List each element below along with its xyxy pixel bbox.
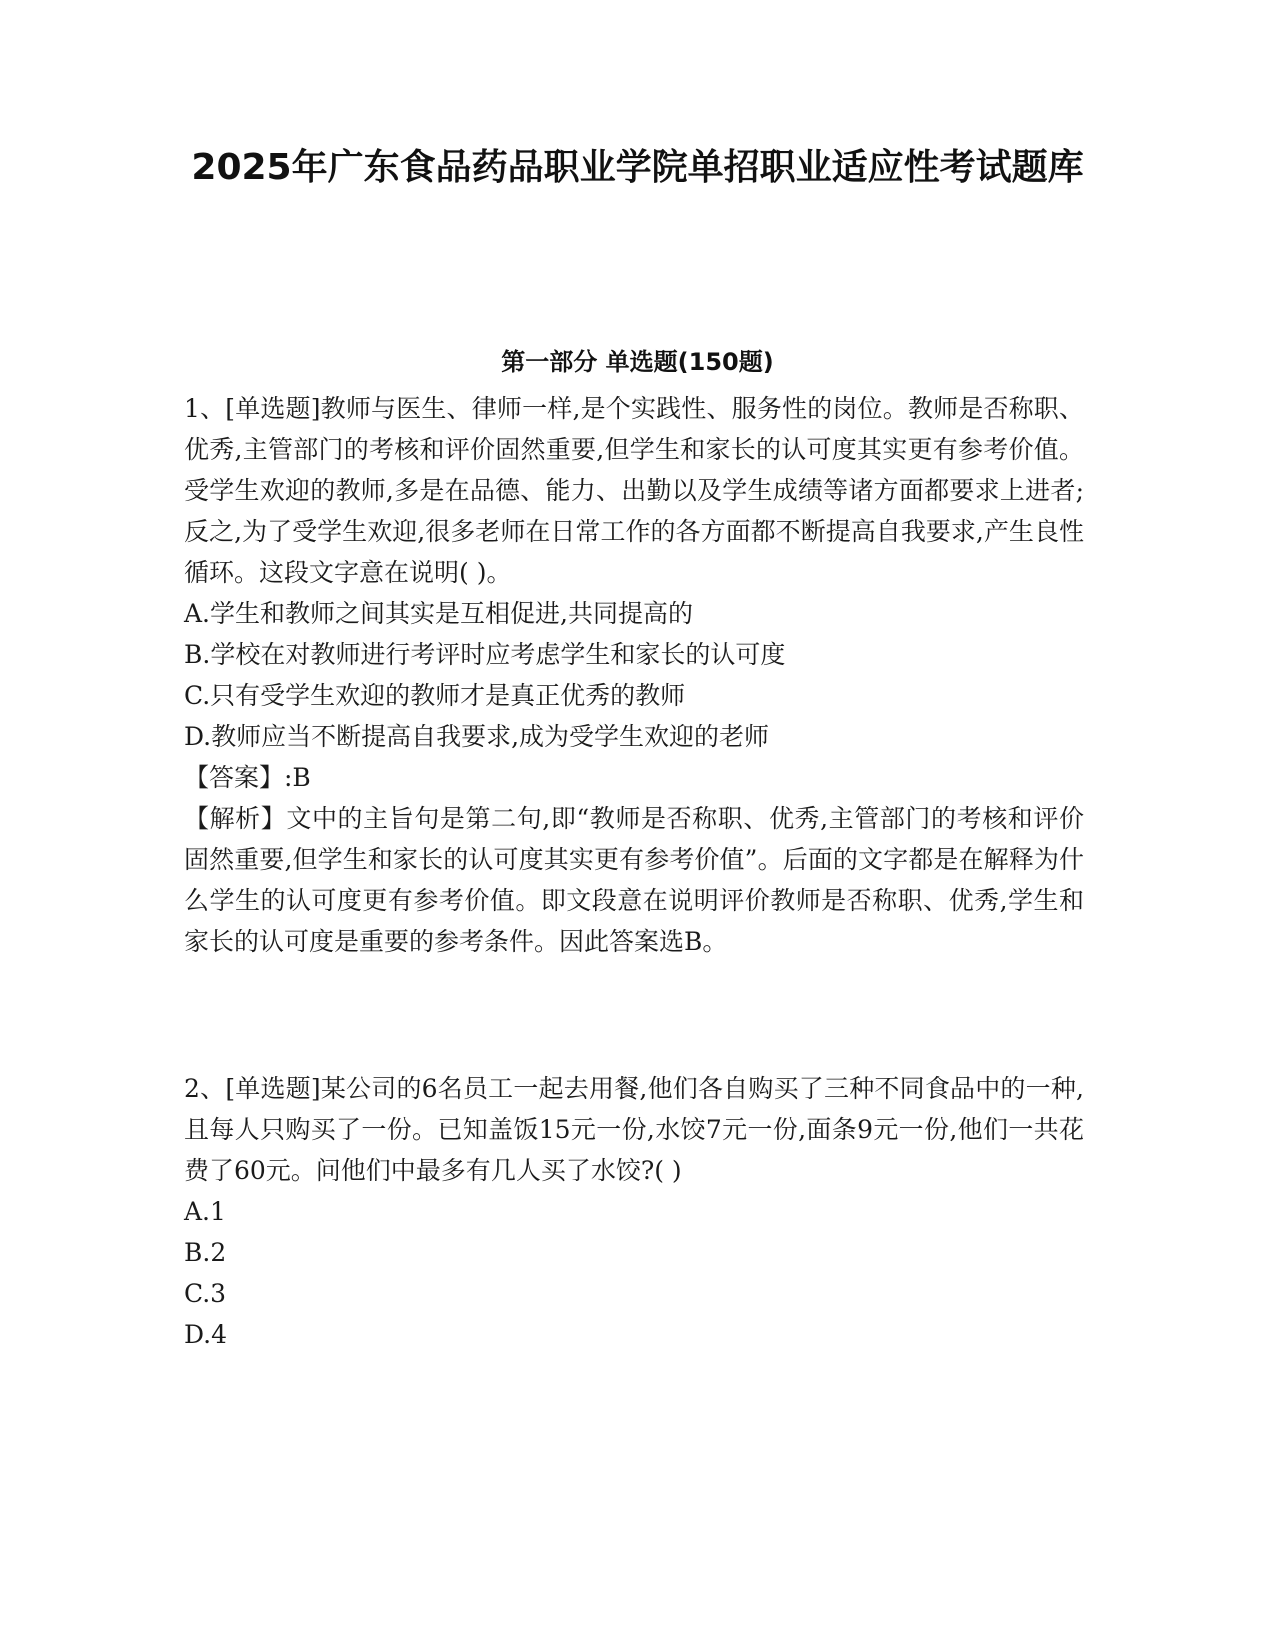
answer-line: 【答案】:B <box>184 763 311 792</box>
option-a: A.1 <box>184 1197 226 1226</box>
option-d: D.教师应当不断提高自我要求,成为受学生欢迎的老师 <box>184 722 770 751</box>
option-c: C.3 <box>184 1279 227 1308</box>
document-title: 2025年广东食品药品职业学院单招职业适应性考试题库 <box>191 147 1084 188</box>
option-b: B.学校在对教师进行考评时应考虑学生和家长的认可度 <box>184 640 786 669</box>
option-d: D.4 <box>184 1320 228 1349</box>
option-a: A.学生和教师之间其实是互相促进,共同提高的 <box>184 599 693 628</box>
analysis-paragraph: 【解析】文中的主旨句是第二句,即“教师是否称职、优秀,主管部门的考核和评价固然重要,但学生和家长的认可度其实更有参考价值”。后面的文字都是在解释为什么学生的认可度更有参考价值。即文段意在说明评价教师是否称职、优秀,学生和家长的认可度是重要的参考条件。因此答案选B。 <box>184 804 1084 956</box>
question-1 <box>184 388 1084 962</box>
question-stem: 2、[单选题]某公司的6名员工一起去用餐,他们各自购买了三种不同食品中的一种,且每人只购买了一份。已知盖饭15元一份,水饺7元一份,面条9元一份,他们一共花费了60元。问他们中最多有几人买了水饺?( ) <box>184 1074 1084 1185</box>
section-heading: 第一部分 单选题(150题) <box>501 348 774 376</box>
question-stem: 1、[单选题]教师与医生、律师一样,是个实践性、服务性的岗位。教师是否称职、优秀,主管部门的考核和评价固然重要,但学生和家长的认可度其实更有参考价值。受学生欢迎的教师,多是在品德、能力、出勤以及学生成绩等诸方面都要求上进者;反之,为了受学生欢迎,很多老师在日常工作的各方面都不断提高自我要求,产生良性循环。这段文字意在说明( )。 <box>184 394 1084 587</box>
question-2 <box>184 1068 1084 1355</box>
option-c: C.只有受学生欢迎的教师才是真正优秀的教师 <box>184 681 686 710</box>
option-b: B.2 <box>184 1238 227 1267</box>
